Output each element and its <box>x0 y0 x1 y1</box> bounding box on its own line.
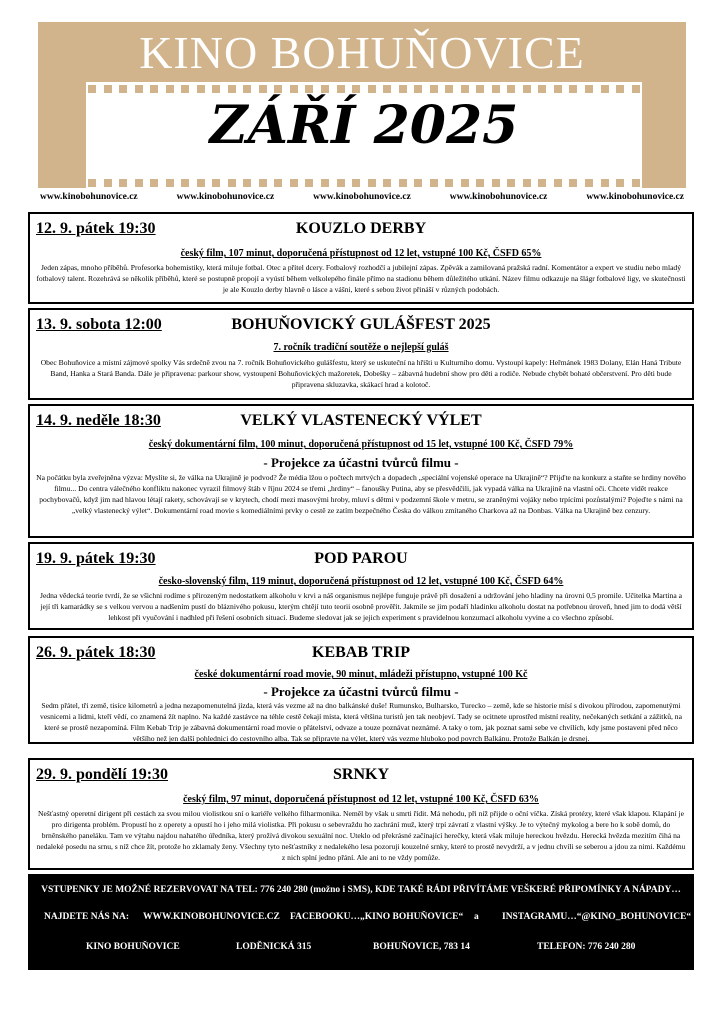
film-perforation-top <box>88 85 640 93</box>
footer-website-link[interactable]: WWW.KINOBOHUNOVICE.CZ <box>143 912 280 922</box>
street-address: LODĚNICKÁ 315 <box>236 942 312 952</box>
facebook-link[interactable]: FACEBOOKU…„KINO BOHUŇOVICE“ <box>290 912 464 922</box>
film-perforation-bottom <box>88 179 640 187</box>
website-link[interactable]: www.kinobohunovice.cz <box>586 192 684 202</box>
city-address: BOHUŇOVICE, 783 14 <box>373 942 470 952</box>
event-title: KOUZLO DERBY <box>295 220 427 237</box>
event-kebab-trip <box>28 636 694 744</box>
month-title: ZÁŘÍ 2025 <box>209 95 519 156</box>
event-title: KEBAB TRIP <box>312 644 410 661</box>
event-title: BOHUŇOVICKÝ GULÁŠFEST 2025 <box>231 316 491 333</box>
event-info: český film, 97 minut, doporučená přístupnost od 12 let, vstupné 100 Kč, ČSFD 63% <box>183 794 539 805</box>
event-info: český film, 107 minut, doporučená přístupnost od 12 let, vstupné 100 Kč, ČSFD 65% <box>180 248 542 259</box>
event-projection-note: - Projekce za účastni tvůrců filmu - <box>263 455 459 470</box>
event-description: Obec Bohuňovice a místní zájmové spolky Vás srdečně zvou na 7. ročník Bohuňovického gulášfestu, který se uskuteční na hřišti u Kulturního domu. Vystoupí kapely: Heřmánek 1983 Dolany, Elán Haná Tribute Band, Hanka a Stará Banda. Dále je připravena: parkour show, vystoupení Bohuňovických mažoretek, Dobešky – zábavná hudební show pro děti a rodiče. Nebude chybět bohaté občerstvení. Pro děti bude připravena skluzavka, skákací hrad a kolotoč. <box>40 358 682 389</box>
film-strip <box>86 82 642 190</box>
website-link[interactable]: www.kinobohunovice.cz <box>176 192 275 202</box>
event-projection-note: - Projekce za účastni tvůrců filmu - <box>263 684 459 699</box>
website-row <box>40 192 684 202</box>
event-date: 19. 9. pátek 19:30 <box>36 550 156 567</box>
event-info: česko-slovenský film, 119 minut, doporučená přístupnost od 12 let, vstupné 100 Kč, ČSFD 64% <box>158 576 564 587</box>
website-link[interactable]: www.kinobohunovice.cz <box>40 192 138 202</box>
event-date: 13. 9. sobota 12:00 <box>36 316 162 333</box>
cinema-name-footer: KINO BOHUŇOVICE <box>86 942 180 952</box>
event-date: 12. 9. pátek 19:30 <box>36 220 156 237</box>
cinema-name: KINO BOHUŇOVICE <box>139 27 585 78</box>
event-title: SRNKY <box>332 766 389 783</box>
event-info: 7. ročník tradiční soutěže o nejlepší guláš <box>273 342 449 353</box>
event-description: Jedna vědecká teorie tvrdí, že se všichni rodíme s přirozeným nedostatkem alkoholu v krvi a náš organismus nejlépe funguje právě při dosažení a udržování jeho hladiny na úrovni 0,5 promile. Učitelka Martina a její tři kamarádky se s velkou vervou a nadšením pustí do bláznivého pokusu, kterým chtějí tuto teorii osobně prověřit. Jakmile se jim podaří hladinku alkoholu dostat na potřebnou úroveň, hned jim to dodá větší lehkost při vyučování i nadhled při řešení osobních situací. Budeme sledovat jak se jejich experiment s pravidelnou konzumací alkoholu vyvine a co všechno způsobí. <box>40 591 682 622</box>
event-info: český dokumentární film, 100 minut, doporučená přístupnost od 15 let, vstupné 100 Kč, ČSFD 79% <box>148 439 574 450</box>
and-label: a <box>474 912 479 922</box>
event-description: Sedm přátel, tři země, tisíce kilometrů a jedna nezapomenutelná jízda, která vás vezme až na dno balkánské duše! Rumunsko, Bulharsko, Turecko – země, kde se historie mísí s divokou přírodou, zapomenutými vesnicemi a lidmi, kteří vědí, co znamená žít naplno. Na každé zastávce na téhle cestě čekají místa, která většina turistů jen tak neobjeví. Tady se ocitnete uprostřed místní reality, nečekaných setkání a zážitků, na které se prostě nezapomíná. Film Kebab Trip je zábavná dokumentární road movie o přátelství, odvaze a touze poznávat neznámé. A taky o tom, jak poznat sami sebe ve chvílích, kdy jsme postaveni před něco většího než jen další pohlednici do cestovního alba. Tak se připravte na výlet, který vás vezme hluboko pod povrch Balkánu. Protože Balkán je drsnej. <box>40 701 682 743</box>
event-srnky <box>28 758 694 870</box>
event-description: Na počátku byla zveřejněna výzva: Myslíte si, že válka na Ukrajině je podvod? Že média lžou o počtech mrtvých a dopadech „speciální vojenské operace na Ukrajině“? Přijďte na konkurz a staňte se hrdiny nového filmu... Do centra válečného konfliktu nakonec vyrazil filmový štáb v říjnu 2024 se třemi „hrdiny“ – fanoušky Putina, aby se přesvědčili, jak vypadá válka na Ukrajině na vlastní oči. Chcete vidět reakce pochybovačů, když jim nad hlavou létají rakety, schovávají se v krytech, chodí mezi masovými hroby, mluví s dětmi v podzemní škole v metru, se zraněnými vojáky nebo trpícími pozůstalými? Pojeďte s námi na „velký vlastenecký výlet“. Dokumentární road movie s komediálními prvky o cestě ze zatím bezpečného Česka do válkou zmítaného Charkova až na Donbas. Válka na Ukrajině bez cenzury. <box>36 473 686 515</box>
event-info: české dokumentární road movie, 90 minut, mládeži přístupno, vstupné 100 Kč <box>194 669 528 680</box>
event-date: 14. 9. neděle 18:30 <box>36 412 161 429</box>
event-date: 29. 9. pondělí 19:30 <box>36 766 169 783</box>
phone-number[interactable]: TELEFON: 776 240 280 <box>537 942 636 952</box>
event-title: VELKÝ VLASTENECKÝ VÝLET <box>240 412 482 429</box>
footer <box>28 874 694 970</box>
find-us-label: NAJDETE NÁS NA: <box>44 912 129 922</box>
event-kouzlo-derby <box>28 212 694 304</box>
event-date: 26. 9. pátek 18:30 <box>36 644 156 661</box>
website-link[interactable]: www.kinobohunovice.cz <box>313 192 411 202</box>
instagram-link[interactable]: INSTAGRAMU…“@KINO_BOHUNOVICE“ <box>502 912 692 922</box>
event-title: POD PAROU <box>314 550 408 567</box>
event-gulasfest <box>28 308 694 400</box>
reservation-info: VSTUPENKY JE MOŽNÉ REZERVOVAT NA TEL: 776 240 280 (možno i SMS), KDE TAKÉ RÁDI PŘIVÍTÁME VEŠKERÉ PŘIPOMÍNKY A NÁPADY… <box>41 885 681 895</box>
event-description: Nešťastný operetní dirigent při cestách za svou milou violistkou sní o kariéře velkého filharmonika. Neměl by však u smrti řídit. Má nehodu, při níž přijde o oční víčka. Získá protézy, které však klapou. Klapání je pro dirigenta problém. Propustí ho z operety a opustí ho i jeho milá violistka. Při pokusu o sebevraždu ho zachrání muž, který trpí závratí z vlastní výšky. Je to výtečný mykolog a bere ho k sobě domů, do brněnského paneláku. Tam ve výtahu najdou nahatého úředníka, který prožívá divokou sexuální noc. Uteklo od překrásné začínající herečky, která však miluje hereckou hvězdu. Herecká hvězda mezitím čihá na nedaleké posedu na srnu, s níž chce žít, protože ho zklamaly ženy. Všechny tyto nešťastníky z nedalekého lesa pozoruji kouzelné srnky, které to prostě nevydrží, a v jednu chvíli se seberou a jdou za nimi. Každému z nich splní jedno přání. Ale ani to ne vždy pomůže. <box>36 809 686 862</box>
header-banner <box>38 22 686 188</box>
event-description: Jeden zápas, mnoho příběhů. Profesorka bohemistiky, která miluje fotbal. Otec a přítel dcery. Fotbalový rozhodčí a jubilejní zápas. Zpěvák a zamilovaná pražská radní. Komentátor a expert ve studiu nebo mladý fotbalový talent. Rozehrává se několik příběhů, které se postupně propojí a vyústí během velkolepého finále přímo na stadionu během důležitého utkání. Název filmu odkazuje na šlágr fotbalové ligy, ve skutečnosti je ale Kouzlo derby hlavně o lásce a vášni, které s sebou život přináší v různých podobách. <box>36 263 686 294</box>
website-link[interactable]: www.kinobohunovice.cz <box>449 192 548 202</box>
event-pod-parou <box>28 542 694 630</box>
event-velky-vlastenecky-vylet <box>28 404 694 538</box>
